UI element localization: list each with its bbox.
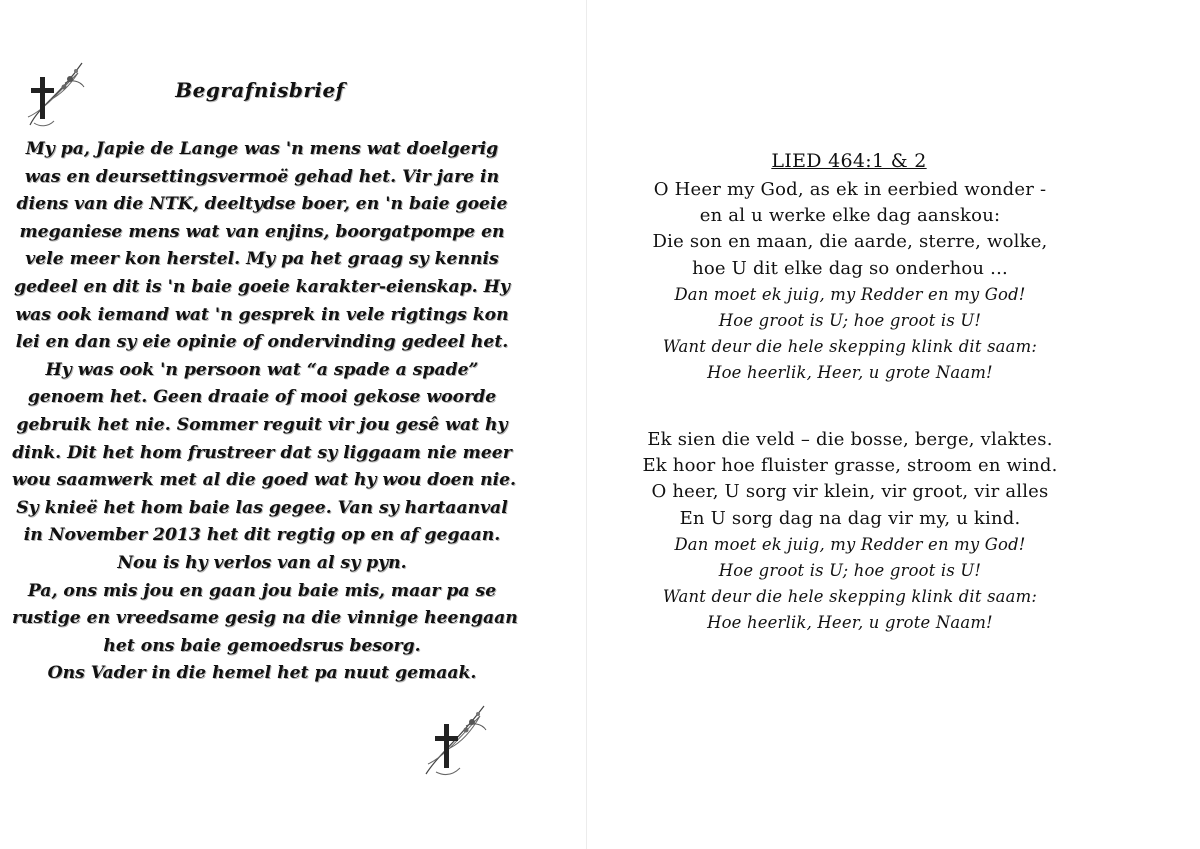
letter-line: wou saamwerk met al die goed wat hy wou doen nie.	[12, 470, 517, 491]
letter-line: was ook iemand wat 'n gesprek in vele rigtings kon	[15, 304, 509, 325]
hymn-refrain-line: Want deur die hele skepping klink dit saam:	[662, 587, 1038, 607]
letter-line: het ons baie gemoedsrus besorg.	[103, 635, 421, 656]
hymn-refrain-line: Want deur die hele skepping klink dit saam:	[662, 337, 1038, 357]
hymn-refrain-line: Dan moet ek juig, my Redder en my God!	[674, 534, 1026, 554]
cross-flourish-icon	[420, 700, 490, 780]
letter-line: dink. Dit het hom frustreer dat sy liggaam nie meer	[12, 442, 512, 463]
letter-line: genoem het. Geen draaie of mooi gekose woorde	[27, 387, 497, 408]
hymn-line: O Heer my God, as ek in eerbied wonder -	[653, 179, 1047, 200]
letter-line: gebruik het nie. Sommer reguit vir jou gesê wat hy	[16, 414, 508, 435]
letter-line: Sy knieë het hom baie las gegee. Van sy hartaanval	[16, 497, 508, 518]
letter-line: Pa, ons mis jou en gaan jou baie mis, maar pa se	[27, 580, 497, 601]
letter-line: lei en dan sy eie opinie of ondervinding gedeel het.	[15, 332, 509, 353]
letter-line: vele meer kon herstel. My pa het graag sy kennis	[25, 249, 499, 270]
letter-title: Begrafnisbrief	[175, 78, 345, 102]
hymn-line: hoe U dit elke dag so onderhou ...	[692, 257, 1008, 279]
hymn-line: Ek sien die veld – die bosse, berge, vlaktes.	[647, 429, 1053, 450]
letter-line: Hy was ook 'n persoon wat “a spade a spade”	[45, 359, 479, 380]
hymn-refrain-line: Hoe groot is U; hoe groot is U!	[718, 311, 982, 331]
letter-line: was en deursettingsvermoë gehad het. Vir jare in	[24, 166, 500, 187]
hymn-refrain-line: Hoe heerlik, Heer, u grote Naam!	[707, 613, 993, 633]
page-fold	[586, 0, 587, 849]
hymn-verse-2	[600, 427, 1100, 637]
hymn-verse-1	[600, 177, 1100, 387]
letter-line: in November 2013 het dit regtig op en af gegaan.	[23, 525, 501, 546]
letter-body	[12, 136, 518, 688]
letter-line: My pa, Japie de Lange was 'n mens wat doelgerig	[25, 139, 499, 159]
letter-line: Nou is hy verlos van al sy pyn.	[117, 552, 407, 573]
hymn-line: O heer, U sorg vir klein, vir groot, vir alles	[651, 481, 1049, 503]
hymn-title: LIED 464:1 & 2	[771, 150, 927, 172]
hymn-refrain-line: Hoe heerlik, Heer, u grote Naam!	[707, 363, 993, 383]
hymn-refrain-line: Dan moet ek juig, my Redder en my God!	[674, 284, 1026, 304]
cross-flourish-icon	[20, 55, 90, 135]
hymn-line: En U sorg dag na dag vir my, u kind.	[679, 507, 1021, 529]
hymn-line: Ek hoor hoe fluister grasse, stroom en wind.	[642, 455, 1058, 477]
letter-line: rustige en vreedsame gesig na die vinnige heengaan	[12, 608, 518, 629]
hymn-line: Die son en maan, die aarde, sterre, wolke,	[652, 231, 1048, 253]
letter-line: gedeel en dit is 'n baie goeie karakter-eienskap. Hy	[14, 276, 510, 297]
hymn-line: en al u werke elke dag aanskou:	[699, 205, 1001, 227]
letter-line: Ons Vader in die hemel het pa nuut gemaak.	[47, 663, 477, 684]
letter-page	[0, 0, 586, 849]
hymn-page	[600, 0, 1200, 849]
letter-line: meganiese mens wat van enjins, boorgatpompe en	[19, 221, 505, 242]
letter-line: diens van die NTK, deeltydse boer, en 'n baie goeie	[16, 194, 508, 215]
hymn-refrain-line: Hoe groot is U; hoe groot is U!	[718, 561, 982, 581]
